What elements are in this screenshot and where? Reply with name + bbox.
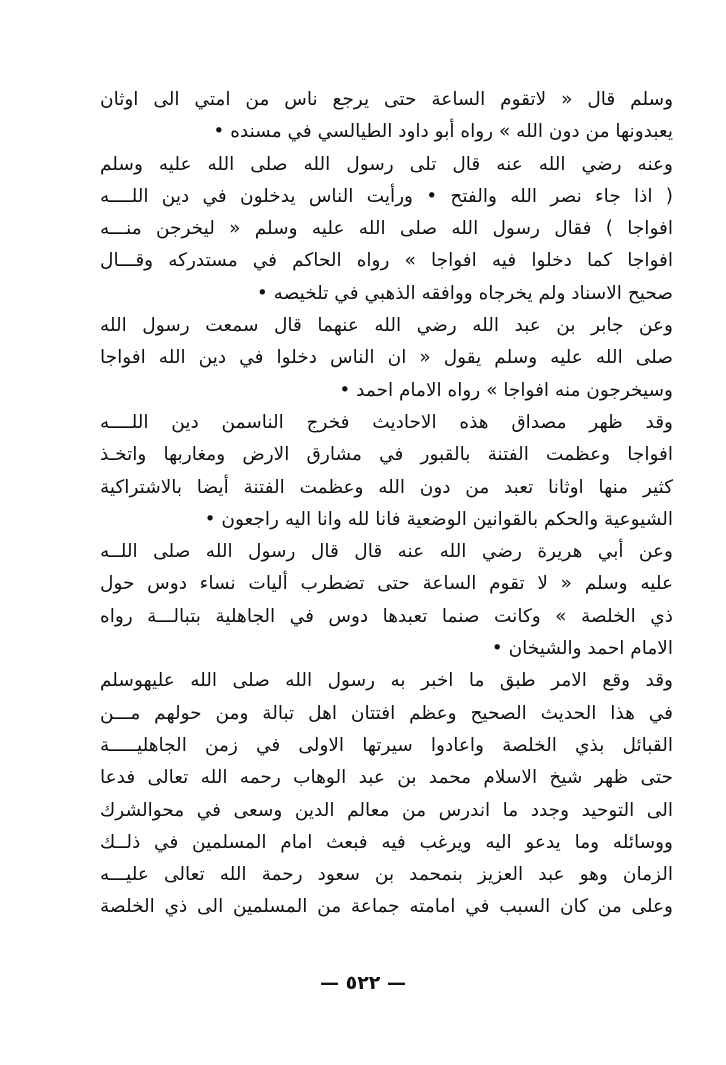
text-line: افواجا ) فقال رسول الله صلى الله عليه وسلم « ليخرجن منـــه bbox=[100, 218, 673, 240]
text-line: ووسائله وما يدعو اليه ويرغب فيه فبعث امام المسلمين في ذلــك bbox=[100, 831, 673, 853]
text-line: كثير منها اوثانا تعبد من دون الله وعظمت الفتنة أيضا بالاشتراكية bbox=[100, 476, 673, 498]
text-line: القبائل بذي الخلصة واعادوا سيرتها الاولى في زمن الجاهليـــــة bbox=[100, 734, 673, 756]
text-line: الشيوعية والحكم بالقوانين الوضعية فانا لله وانا اليه راجعون • bbox=[204, 508, 673, 530]
text-line: ذي الخلصة » وكانت صنما تعبدها دوس في الجاهلية بتبالـــة رواه bbox=[100, 605, 673, 627]
text-line: افواجا كما دخلوا فيه افواجا » رواه الحاكم في مستدركه وقـــال bbox=[100, 250, 673, 272]
text-line: افواجا وعظمت الفتنة بالقبور في مشارق الارض ومغاربها واتخـذ bbox=[100, 444, 673, 466]
text-line: يعبدونها من دون الله » رواه أبو داود الطيالسي في مسنده • bbox=[213, 121, 673, 143]
text-line: في هذا الحديث الصحيح وعظم افتتان اهل تبالة ومن حولهم مـــن bbox=[100, 702, 673, 724]
text-line: وعن أبي هريرة رضي الله عنه قال قال رسول الله صلى اللــه bbox=[100, 541, 673, 563]
text-line: صلى الله عليه وسلم يقول « ان الناس دخلوا في دين الله افواجا bbox=[100, 347, 673, 369]
text-line: حتى ظهر شيخ الاسلام محمد بن عبد الوهاب رحمه الله تعالى فدعا bbox=[100, 767, 673, 789]
text-line: الامام احمد والشيخان • bbox=[491, 638, 673, 660]
text-line: وعنه رضي الله عنه قال تلى رسول الله صلى الله عليه وسلم bbox=[100, 153, 673, 175]
body-text bbox=[100, 84, 673, 924]
text-line: وقد وقع الامر طبق ما اخبر به رسول الله صلى الله عليهوسلم bbox=[100, 670, 673, 692]
text-line: صحيح الاسناد ولم يخرجاه ووافقه الذهبي في تلخيصه • bbox=[256, 282, 673, 304]
page-number: — ٥٢٢ — bbox=[319, 972, 407, 994]
text-line: الزمان وهو عبد العزيز بنمحمد بن سعود رحمة الله تعالى عليـــه bbox=[100, 864, 673, 886]
text-line: وعلى من كان السبب في امامته جماعة من المسلمين الى ذي الخلصة bbox=[100, 896, 673, 918]
text-line: عليه وسلم « لا تقوم الساعة حتى تضطرب أليات نساء دوس حول bbox=[100, 573, 673, 595]
text-line: وسلم قال « لاتقوم الساعة حتى يرجع ناس من امتي الى اوثان bbox=[100, 89, 673, 110]
text-line: وسيخرجون منه افواجا » رواه الامام احمد • bbox=[339, 379, 673, 401]
text-line: الى التوحيد وجدد ما اندرس من معالم الدين وسعى في محوالشرك bbox=[100, 799, 673, 821]
text-line: ( اذا جاء نصر الله والفتح • ورأيت الناس يدخلون في دين اللــــه bbox=[100, 185, 673, 207]
text-line: وقد ظهر مصداق هذه الاحاديث فخرج الناسمن دين اللــــه bbox=[100, 411, 673, 433]
text-line: وعن جابر بن عبد الله رضي الله عنهما قال سمعت رسول الله bbox=[100, 315, 673, 337]
